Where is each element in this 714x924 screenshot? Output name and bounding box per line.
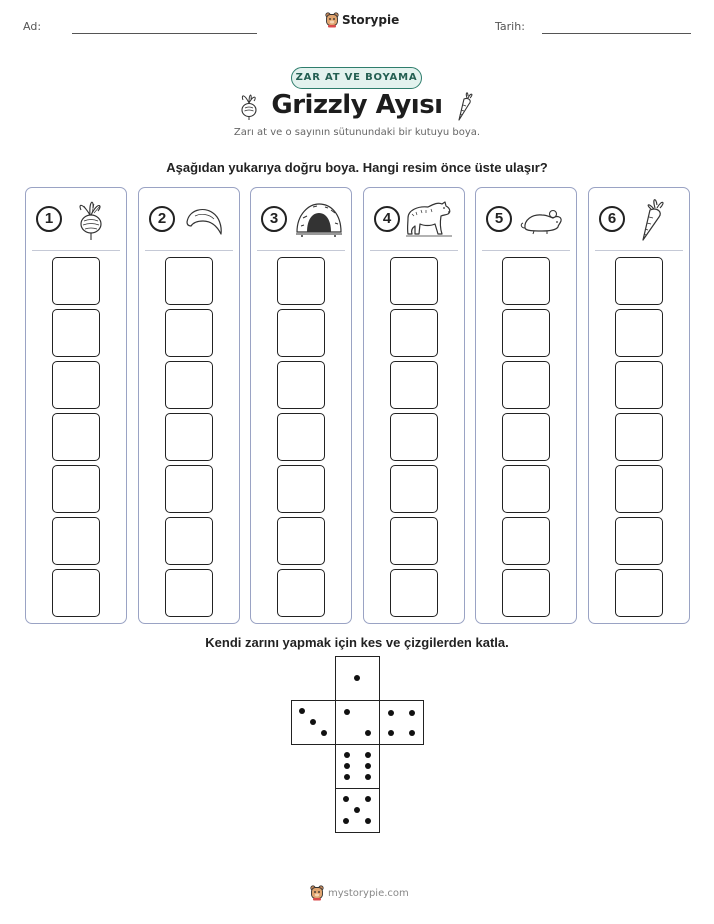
color-box[interactable]	[502, 517, 550, 565]
column-2	[138, 187, 240, 624]
column-number: 6	[599, 206, 625, 232]
die-pip	[344, 752, 350, 758]
color-box[interactable]	[277, 517, 325, 565]
color-box[interactable]	[390, 257, 438, 305]
color-box[interactable]	[277, 465, 325, 513]
die-pip	[354, 807, 360, 813]
die-face-3	[291, 700, 336, 745]
color-box[interactable]	[390, 361, 438, 409]
die-pip	[310, 719, 316, 725]
color-box[interactable]	[277, 361, 325, 409]
column-header	[589, 188, 689, 251]
die-pip	[299, 708, 305, 714]
die-face-6	[335, 744, 380, 789]
column-number: 1	[36, 206, 62, 232]
color-box[interactable]	[277, 413, 325, 461]
die-face-1	[335, 656, 380, 701]
column-header	[476, 188, 576, 251]
color-box[interactable]	[502, 465, 550, 513]
coloring-instruction: Aşağıdan yukarıya doğru boya. Hangi resim önce üste ulaşır?	[166, 160, 548, 175]
date-line	[542, 33, 691, 34]
color-box[interactable]	[52, 257, 100, 305]
color-box[interactable]	[615, 465, 663, 513]
die-pip	[365, 774, 371, 780]
storypie-mascot-icon	[310, 885, 324, 901]
column-header	[26, 188, 126, 251]
die-face-5	[335, 788, 380, 833]
cave-icon	[295, 196, 343, 242]
column-number: 5	[486, 206, 512, 232]
color-box[interactable]	[390, 465, 438, 513]
color-box[interactable]	[615, 257, 663, 305]
die-pip	[365, 818, 371, 824]
column-header	[364, 188, 464, 251]
die-pip	[409, 730, 415, 736]
die-pip	[343, 818, 349, 824]
color-box[interactable]	[277, 309, 325, 357]
footer	[310, 885, 409, 901]
column-divider	[32, 250, 120, 251]
die-pip	[365, 796, 371, 802]
mouse-icon	[520, 196, 566, 242]
column-divider	[257, 250, 345, 251]
color-box[interactable]	[165, 361, 213, 409]
name-label: Ad:	[23, 20, 42, 33]
color-box[interactable]	[52, 413, 100, 461]
die-pip	[344, 763, 350, 769]
color-box[interactable]	[390, 309, 438, 357]
color-box[interactable]	[165, 569, 213, 617]
die-face-4	[379, 700, 424, 745]
color-box[interactable]	[502, 413, 550, 461]
column-5	[475, 187, 577, 624]
die-pip	[344, 774, 350, 780]
color-box[interactable]	[615, 569, 663, 617]
die-pip	[354, 675, 360, 681]
column-number: 3	[261, 206, 287, 232]
color-box[interactable]	[52, 309, 100, 357]
name-line	[72, 33, 257, 34]
activity-badge: ZAR AT VE BOYAMA	[291, 67, 422, 89]
color-box[interactable]	[165, 465, 213, 513]
color-box[interactable]	[502, 569, 550, 617]
page-title: Grizzly Ayısı	[271, 90, 443, 120]
color-box[interactable]	[165, 257, 213, 305]
brand-logo	[325, 12, 399, 28]
color-box[interactable]	[615, 309, 663, 357]
color-box[interactable]	[390, 569, 438, 617]
claw-icon	[183, 196, 227, 242]
column-3	[250, 187, 352, 624]
color-box[interactable]	[502, 257, 550, 305]
color-box[interactable]	[52, 569, 100, 617]
die-pip	[365, 730, 371, 736]
grizzly-bear-icon	[404, 196, 454, 242]
color-box[interactable]	[277, 257, 325, 305]
die-face-2	[335, 700, 380, 745]
column-header	[251, 188, 351, 251]
color-box[interactable]	[165, 517, 213, 565]
column-6	[588, 187, 690, 624]
column-divider	[145, 250, 233, 251]
column-4	[363, 187, 465, 624]
footer-website: mystorypie.com	[328, 887, 409, 899]
die-pip	[344, 709, 350, 715]
brand-name: Storypie	[342, 13, 400, 27]
die-pip	[365, 763, 371, 769]
column-number: 4	[374, 206, 400, 232]
color-box[interactable]	[52, 465, 100, 513]
die-pip	[343, 796, 349, 802]
die-pip	[321, 730, 327, 736]
column-divider	[595, 250, 683, 251]
color-box[interactable]	[502, 361, 550, 409]
die-pip	[409, 710, 415, 716]
color-box[interactable]	[165, 413, 213, 461]
color-box[interactable]	[277, 569, 325, 617]
column-divider	[482, 250, 570, 251]
column-header	[139, 188, 239, 251]
die-pip	[388, 730, 394, 736]
die-pip	[388, 710, 394, 716]
color-box[interactable]	[390, 413, 438, 461]
column-1	[25, 187, 127, 624]
die-pip	[365, 752, 371, 758]
color-box[interactable]	[615, 517, 663, 565]
beet-icon	[70, 196, 114, 242]
date-label: Tarih:	[495, 20, 525, 33]
color-box[interactable]	[52, 517, 100, 565]
column-divider	[370, 250, 458, 251]
page-subtitle: Zarı at ve o sayının sütunundaki bir kutuyu boya.	[233, 127, 481, 138]
carrot-decoration-icon	[453, 90, 477, 122]
storypie-mascot-icon	[325, 12, 339, 28]
color-box[interactable]	[165, 309, 213, 357]
color-box[interactable]	[390, 517, 438, 565]
color-box[interactable]	[615, 413, 663, 461]
color-box[interactable]	[502, 309, 550, 357]
carrot-icon	[633, 196, 673, 244]
column-number: 2	[149, 206, 175, 232]
color-box[interactable]	[52, 361, 100, 409]
color-box[interactable]	[615, 361, 663, 409]
die-instruction: Kendi zarını yapmak için kes ve çizgilerden katla.	[205, 635, 509, 650]
